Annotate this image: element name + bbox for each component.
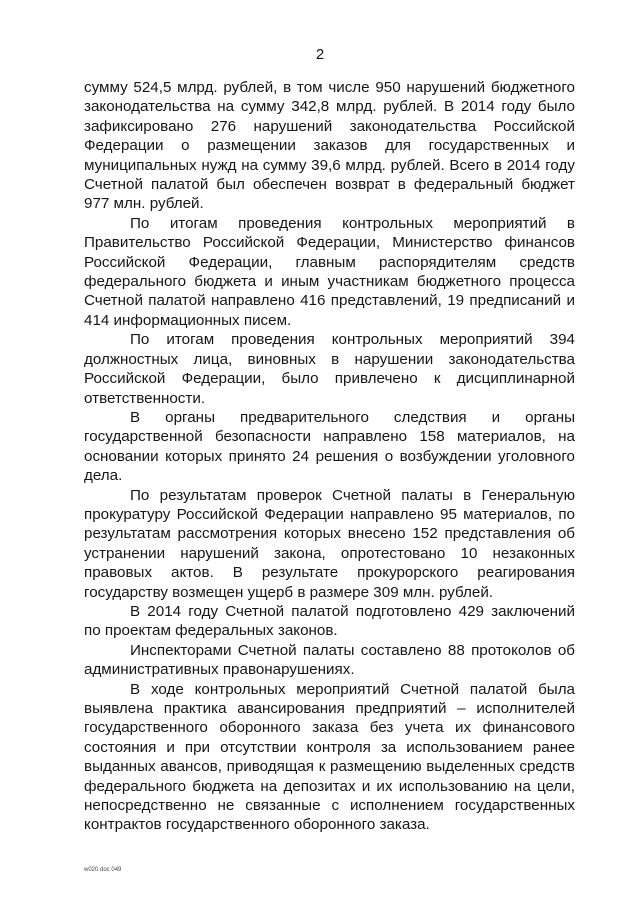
footer-code: w020 doc 049 xyxy=(84,867,122,873)
paragraph-1: сумму 524,5 млрд. рублей, в том числе 950 нарушений бюджетного законодательства на сумму 342,8 млрд. рублей. В 2014 году было зафиксировано 276 нарушений законодательства Российской Федерации о размещении заказов для государственных и муниципальных нужд на сумму 39,6 млрд. рублей. Всего в 2014 году Счетной палатой был обеспечен возврат в федеральный бюджет 977 млн. рублей. xyxy=(84,79,575,213)
paragraph-7: Инспекторами Счетной палаты составлено 88 протоколов об административных правонарушениях. xyxy=(84,641,575,679)
paragraph-2: По итогам проведения контрольных мероприятий в Правительство Российской Федерации, Министерство финансов Российской Федерации, главным распорядителям средств федерального бюджета и иным участникам бюджетного процесса Счетной палатой направлено 416 представлений, 19 предписаний и 414 информационных писем. xyxy=(84,214,575,329)
paragraph-6: В 2014 году Счетной палатой подготовлено 429 заключений по проектам федеральных законов. xyxy=(84,602,575,640)
paragraph-5: По результатам проверок Счетной палаты в Генеральную прокуратуру Российской Федерации направлено 95 материалов, по результатам рассмотрения которых внесено 152 представления об устранении нарушений закона, опротестовано 10 незаконных правовых актов. В результате прокурорского реагирования государству возмещен ущерб в размере 309 млн. рублей. xyxy=(84,486,575,601)
page-number: 2 xyxy=(315,46,325,63)
paragraph-3: По итогам проведения контрольных мероприятий 394 должностных лица, виновных в нарушении законодательства Российской Федерации, было привлечено к дисциплинарной ответственности. xyxy=(84,331,575,407)
body-text xyxy=(84,78,575,835)
paragraph-4: В органы предварительного следствия и органы государственной безопасности направлено 158 материалов, на основании которых принято 24 решения о возбуждении уголовного дела. xyxy=(84,408,575,485)
paragraph-8: В ходе контрольных мероприятий Счетной палатой была выявлена практика авансирования предприятий – исполнителей государственного оборонного заказа без учета их финансового состояния и при отсутствии контроля за использованием ранее выданных авансов, приводящая к размещению выделенных средств федерального бюджета на депозитах и их использованию на цели, непосредственно не связанные с исполнением государственных контрактов государственного оборонного заказа. xyxy=(84,680,575,834)
